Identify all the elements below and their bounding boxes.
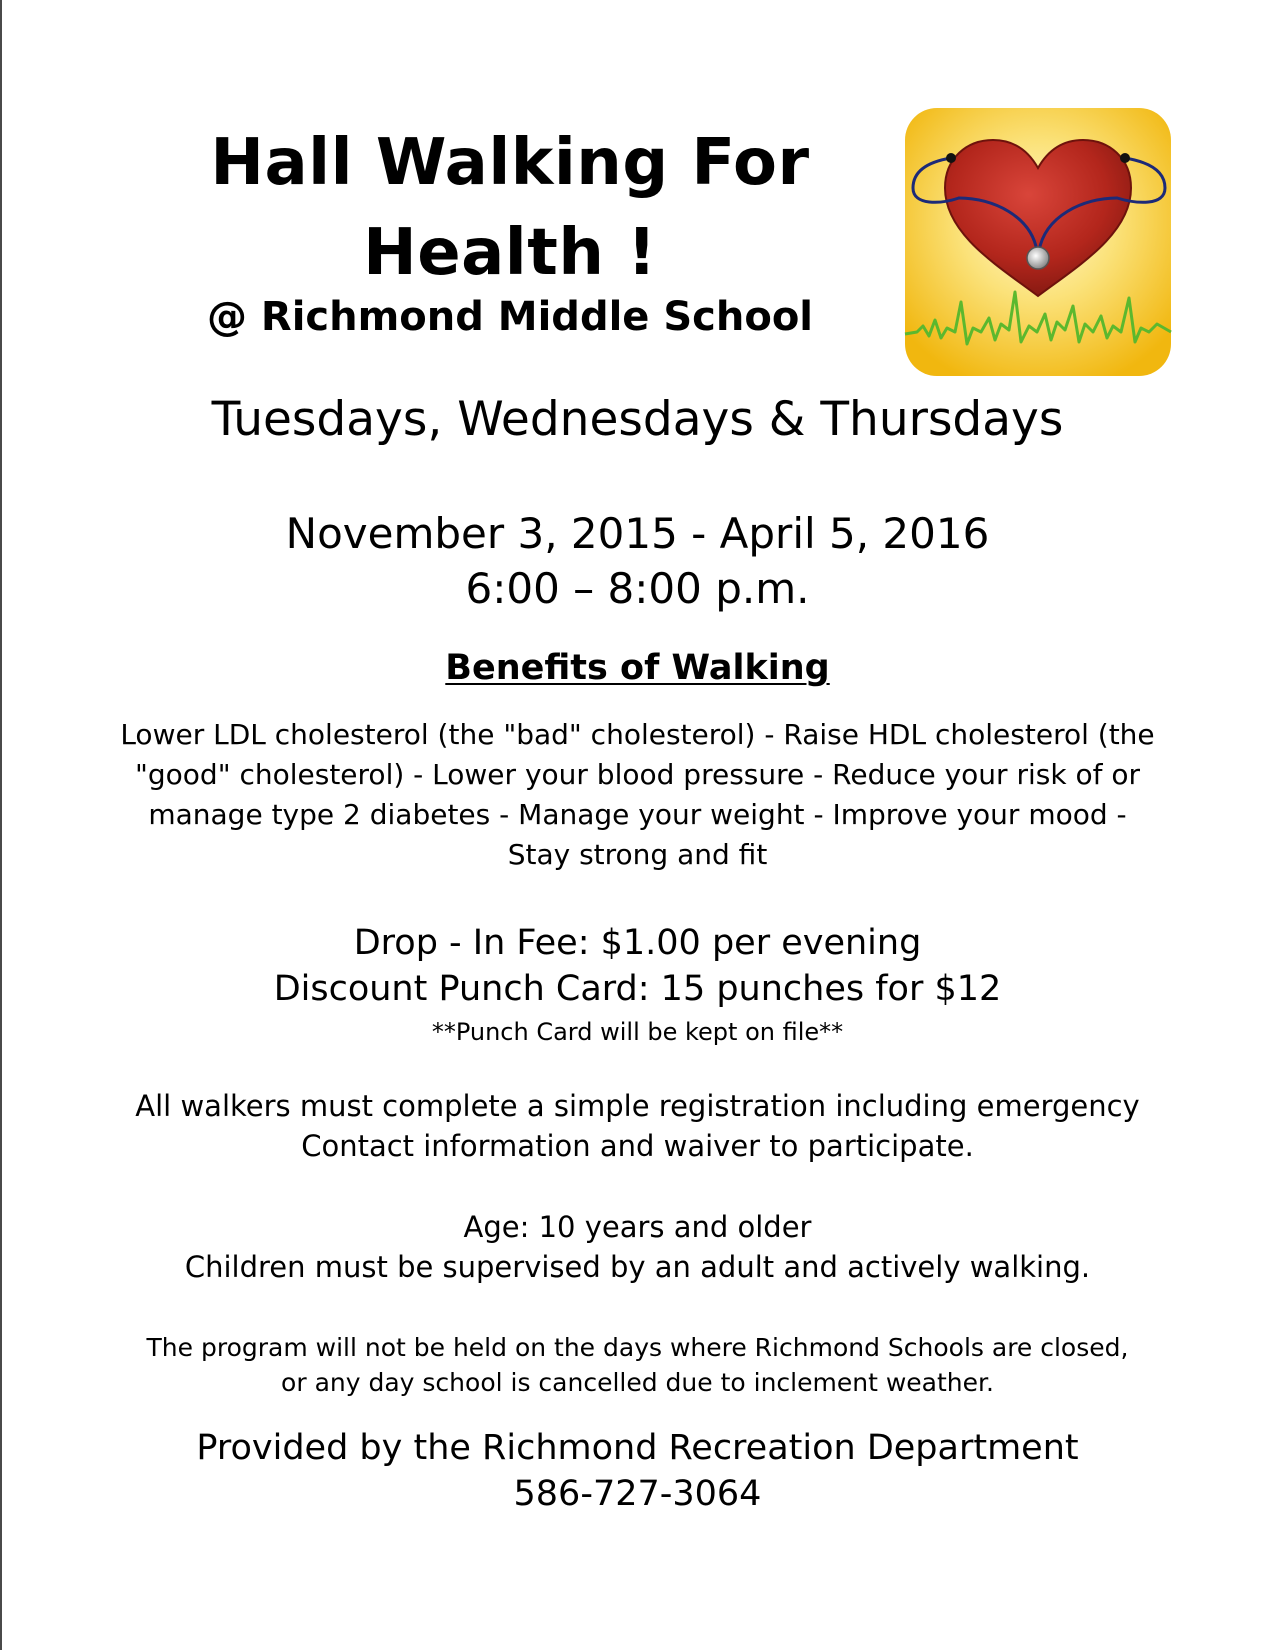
benefits-heading xyxy=(0,643,1275,693)
benefits-line: manage type 2 diabetes - Manage your weight - Improve your mood - xyxy=(148,798,1127,831)
page-border-line xyxy=(0,0,2,1650)
closure-line: or any day school is cancelled due to inclement weather. xyxy=(281,1368,994,1397)
registration-line: All walkers must complete a simple registration including emergency xyxy=(135,1089,1140,1123)
date-range: November 3, 2015 - April 5, 2016 xyxy=(285,509,990,558)
punch-card-fee: Discount Punch Card: 15 punches for $12 xyxy=(273,969,1002,1009)
schedule-dates-times xyxy=(0,506,1275,616)
provider-phone: 586-727-3064 xyxy=(513,1474,762,1514)
drop-in-fee: Drop - In Fee: $1.00 per evening xyxy=(353,923,922,963)
stethoscope-chestpiece xyxy=(1027,247,1049,269)
registration-line: Contact information and waiver to participate. xyxy=(301,1129,974,1163)
benefits-line: "good" cholesterol) - Lower your blood pressure - Reduce your risk of or xyxy=(135,758,1140,791)
closure-notice xyxy=(0,1330,1275,1400)
time-range: 6:00 – 8:00 p.m. xyxy=(465,564,810,613)
benefits-list xyxy=(70,715,1205,875)
benefits-heading-text: Benefits of Walking xyxy=(445,648,830,688)
provider-info xyxy=(0,1425,1275,1517)
closure-line: The program will not be held on the days where Richmond Schools are closed, xyxy=(146,1333,1129,1362)
fee-info xyxy=(0,920,1275,1012)
stethoscope-earpiece-right xyxy=(1120,153,1130,163)
heart-stethoscope-logo xyxy=(903,106,1173,378)
stethoscope-earpiece-left xyxy=(946,153,956,163)
benefits-line: Stay strong and fit xyxy=(507,838,768,871)
schedule-days: Tuesdays, Wednesdays & Thursdays xyxy=(211,392,1064,447)
title-line-2: Health ! xyxy=(363,216,657,290)
age-requirement xyxy=(0,1207,1275,1287)
registration-requirement xyxy=(0,1086,1275,1166)
flyer-title xyxy=(150,118,870,298)
provider-name: Provided by the Richmond Recreation Department xyxy=(196,1428,1079,1468)
title-line-1: Hall Walking For xyxy=(210,126,810,200)
age-line: Age: 10 years and older xyxy=(463,1210,812,1244)
location-subtitle: @ Richmond Middle School xyxy=(206,294,814,340)
punch-card-note: **Punch Card will be kept on file** xyxy=(431,1018,844,1046)
benefits-line: Lower LDL cholesterol (the "bad" cholesterol) - Raise HDL cholesterol (the xyxy=(120,718,1155,751)
supervision-line: Children must be supervised by an adult and actively walking. xyxy=(184,1250,1091,1284)
